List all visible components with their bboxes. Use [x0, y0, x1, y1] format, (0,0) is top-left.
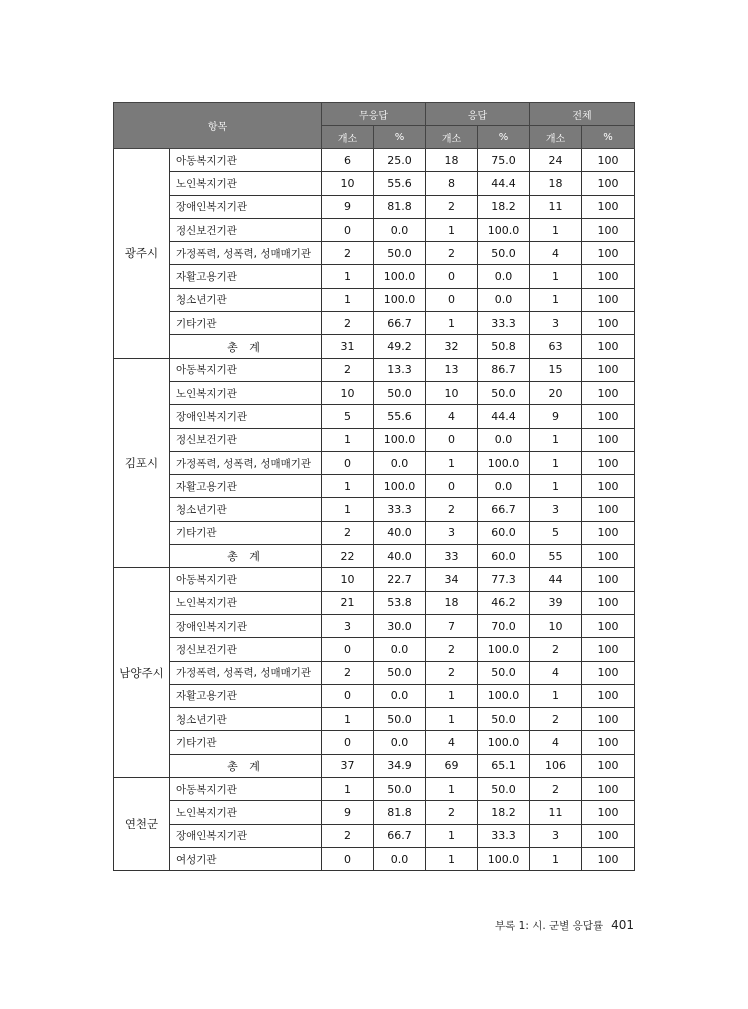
- value-cell: 100: [582, 475, 635, 498]
- value-cell: 4: [426, 405, 478, 428]
- value-cell: 100: [582, 428, 635, 451]
- header-group-total: 전체: [530, 103, 635, 126]
- page-number: 401: [611, 918, 634, 932]
- region-name: 광주시: [114, 149, 170, 359]
- value-cell: 100.0: [374, 475, 426, 498]
- value-cell: 1: [322, 778, 374, 801]
- value-cell: 100: [582, 498, 635, 521]
- value-cell: 50.0: [478, 242, 530, 265]
- value-cell: 24: [530, 149, 582, 172]
- header-sub: %: [582, 126, 635, 149]
- value-cell: 100: [582, 381, 635, 404]
- value-cell: 10: [322, 568, 374, 591]
- total-row: [114, 335, 635, 358]
- category-label: 아동복지기관: [170, 149, 322, 172]
- value-cell: 100: [582, 358, 635, 381]
- table-body: [114, 149, 635, 871]
- value-cell: 100.0: [374, 265, 426, 288]
- value-cell: 100: [582, 591, 635, 614]
- table-row: [114, 521, 635, 544]
- value-cell: 1: [530, 288, 582, 311]
- value-cell: 21: [322, 591, 374, 614]
- value-cell: 50.0: [478, 778, 530, 801]
- table-row: [114, 405, 635, 428]
- value-cell: 60.0: [478, 521, 530, 544]
- value-cell: 9: [530, 405, 582, 428]
- value-cell: 2: [322, 661, 374, 684]
- value-cell: 3: [322, 614, 374, 637]
- category-label: 청소년기관: [170, 498, 322, 521]
- value-cell: 1: [530, 475, 582, 498]
- table-row: [114, 172, 635, 195]
- table-row: [114, 731, 635, 754]
- table-row: [114, 381, 635, 404]
- value-cell: 50.0: [374, 661, 426, 684]
- value-cell: 81.8: [374, 195, 426, 218]
- value-cell: 33.3: [478, 312, 530, 335]
- value-cell: 66.7: [374, 824, 426, 847]
- value-cell: 50.0: [374, 242, 426, 265]
- value-cell: 0: [322, 684, 374, 707]
- value-cell: 3: [426, 521, 478, 544]
- value-cell: 1: [426, 824, 478, 847]
- total-value-cell: 34.9: [374, 754, 426, 777]
- value-cell: 0: [322, 847, 374, 870]
- value-cell: 100: [582, 778, 635, 801]
- value-cell: 20: [530, 381, 582, 404]
- value-cell: 39: [530, 591, 582, 614]
- value-cell: 1: [322, 475, 374, 498]
- category-label: 장애인복지기관: [170, 405, 322, 428]
- total-value-cell: 65.1: [478, 754, 530, 777]
- value-cell: 0.0: [374, 638, 426, 661]
- value-cell: 50.0: [374, 708, 426, 731]
- table-row: [114, 312, 635, 335]
- value-cell: 0.0: [478, 475, 530, 498]
- table-row: [114, 614, 635, 637]
- header-sub: %: [374, 126, 426, 149]
- value-cell: 44.4: [478, 172, 530, 195]
- value-cell: 0: [426, 428, 478, 451]
- value-cell: 5: [530, 521, 582, 544]
- total-value-cell: 49.2: [374, 335, 426, 358]
- value-cell: 11: [530, 801, 582, 824]
- value-cell: 2: [530, 708, 582, 731]
- value-cell: 15: [530, 358, 582, 381]
- value-cell: 1: [322, 288, 374, 311]
- table-row: [114, 265, 635, 288]
- total-value-cell: 37: [322, 754, 374, 777]
- value-cell: 2: [426, 801, 478, 824]
- table-row: [114, 195, 635, 218]
- value-cell: 2: [426, 195, 478, 218]
- table-row: [114, 778, 635, 801]
- total-label: 총 계: [170, 754, 322, 777]
- value-cell: 50.0: [478, 381, 530, 404]
- value-cell: 30.0: [374, 614, 426, 637]
- value-cell: 100.0: [478, 731, 530, 754]
- value-cell: 100: [582, 195, 635, 218]
- value-cell: 11: [530, 195, 582, 218]
- table-row: [114, 288, 635, 311]
- table-row: [114, 358, 635, 381]
- category-label: 정신보건기관: [170, 218, 322, 241]
- header-sub: %: [478, 126, 530, 149]
- category-label: 아동복지기관: [170, 568, 322, 591]
- category-label: 노인복지기관: [170, 801, 322, 824]
- category-label: 여성기관: [170, 847, 322, 870]
- total-value-cell: 60.0: [478, 545, 530, 568]
- value-cell: 0: [426, 265, 478, 288]
- value-cell: 9: [322, 195, 374, 218]
- table-row: [114, 451, 635, 474]
- total-value-cell: 100: [582, 545, 635, 568]
- table-row: [114, 684, 635, 707]
- value-cell: 0.0: [374, 684, 426, 707]
- value-cell: 8: [426, 172, 478, 195]
- value-cell: 100: [582, 405, 635, 428]
- total-value-cell: 69: [426, 754, 478, 777]
- category-label: 기타기관: [170, 731, 322, 754]
- value-cell: 1: [530, 684, 582, 707]
- page-footer: [495, 918, 634, 933]
- total-label: 총 계: [170, 545, 322, 568]
- value-cell: 81.8: [374, 801, 426, 824]
- value-cell: 100.0: [478, 451, 530, 474]
- value-cell: 50.0: [478, 708, 530, 731]
- value-cell: 100.0: [374, 428, 426, 451]
- value-cell: 100: [582, 801, 635, 824]
- footer-title: 부록 1: 시. 군별 응답률: [495, 920, 604, 932]
- value-cell: 0: [322, 731, 374, 754]
- value-cell: 50.0: [374, 381, 426, 404]
- category-label: 장애인복지기관: [170, 614, 322, 637]
- value-cell: 1: [426, 218, 478, 241]
- value-cell: 1: [426, 847, 478, 870]
- value-cell: 0.0: [478, 428, 530, 451]
- value-cell: 1: [530, 428, 582, 451]
- value-cell: 1: [426, 778, 478, 801]
- header-item: 항목: [114, 103, 322, 149]
- value-cell: 100.0: [478, 684, 530, 707]
- value-cell: 22.7: [374, 568, 426, 591]
- category-label: 청소년기관: [170, 288, 322, 311]
- value-cell: 3: [530, 824, 582, 847]
- value-cell: 0.0: [374, 218, 426, 241]
- value-cell: 10: [426, 381, 478, 404]
- value-cell: 3: [530, 498, 582, 521]
- value-cell: 0.0: [478, 265, 530, 288]
- header-sub: 개소: [322, 126, 374, 149]
- total-value-cell: 22: [322, 545, 374, 568]
- value-cell: 1: [530, 451, 582, 474]
- value-cell: 86.7: [478, 358, 530, 381]
- value-cell: 18: [426, 149, 478, 172]
- value-cell: 2: [426, 638, 478, 661]
- value-cell: 3: [530, 312, 582, 335]
- value-cell: 0.0: [374, 451, 426, 474]
- total-value-cell: 32: [426, 335, 478, 358]
- value-cell: 100: [582, 731, 635, 754]
- table-row: [114, 498, 635, 521]
- total-value-cell: 100: [582, 754, 635, 777]
- total-value-cell: 40.0: [374, 545, 426, 568]
- value-cell: 2: [530, 638, 582, 661]
- value-cell: 50.0: [478, 661, 530, 684]
- region-name: 남양주시: [114, 568, 170, 778]
- value-cell: 100: [582, 824, 635, 847]
- value-cell: 13: [426, 358, 478, 381]
- category-label: 가정폭력, 성폭력, 성매매기관: [170, 242, 322, 265]
- value-cell: 4: [426, 731, 478, 754]
- value-cell: 0: [322, 451, 374, 474]
- response-rate-table: [113, 102, 635, 871]
- value-cell: 100.0: [374, 288, 426, 311]
- table-row: [114, 242, 635, 265]
- value-cell: 100: [582, 288, 635, 311]
- value-cell: 100: [582, 265, 635, 288]
- value-cell: 10: [530, 614, 582, 637]
- value-cell: 44.4: [478, 405, 530, 428]
- value-cell: 4: [530, 731, 582, 754]
- value-cell: 66.7: [478, 498, 530, 521]
- value-cell: 10: [322, 172, 374, 195]
- category-label: 자활고용기관: [170, 475, 322, 498]
- value-cell: 55.6: [374, 172, 426, 195]
- table-row: [114, 149, 635, 172]
- header-sub: 개소: [426, 126, 478, 149]
- value-cell: 100: [582, 661, 635, 684]
- total-value-cell: 33: [426, 545, 478, 568]
- total-value-cell: 50.8: [478, 335, 530, 358]
- value-cell: 2: [322, 521, 374, 544]
- value-cell: 0.0: [478, 288, 530, 311]
- value-cell: 18.2: [478, 195, 530, 218]
- value-cell: 1: [426, 451, 478, 474]
- total-value-cell: 106: [530, 754, 582, 777]
- category-label: 장애인복지기관: [170, 195, 322, 218]
- value-cell: 0.0: [374, 731, 426, 754]
- value-cell: 0: [426, 475, 478, 498]
- total-row: [114, 754, 635, 777]
- value-cell: 2: [426, 498, 478, 521]
- value-cell: 18: [530, 172, 582, 195]
- table-row: [114, 568, 635, 591]
- value-cell: 100.0: [478, 638, 530, 661]
- value-cell: 50.0: [374, 778, 426, 801]
- value-cell: 6: [322, 149, 374, 172]
- value-cell: 100: [582, 684, 635, 707]
- value-cell: 66.7: [374, 312, 426, 335]
- value-cell: 1: [322, 708, 374, 731]
- value-cell: 100: [582, 568, 635, 591]
- value-cell: 33.3: [374, 498, 426, 521]
- total-value-cell: 55: [530, 545, 582, 568]
- value-cell: 100: [582, 614, 635, 637]
- value-cell: 1: [426, 708, 478, 731]
- category-label: 자활고용기관: [170, 684, 322, 707]
- table-row: [114, 475, 635, 498]
- region-name: 연천군: [114, 778, 170, 871]
- table-row: [114, 801, 635, 824]
- table-row: [114, 638, 635, 661]
- category-label: 노인복지기관: [170, 591, 322, 614]
- value-cell: 2: [322, 312, 374, 335]
- table-row: [114, 847, 635, 870]
- value-cell: 100: [582, 847, 635, 870]
- value-cell: 1: [426, 684, 478, 707]
- value-cell: 2: [322, 358, 374, 381]
- table-row: [114, 591, 635, 614]
- value-cell: 1: [322, 498, 374, 521]
- table-row: [114, 824, 635, 847]
- value-cell: 100: [582, 521, 635, 544]
- value-cell: 7: [426, 614, 478, 637]
- region-name: 김포시: [114, 358, 170, 568]
- category-label: 가정폭력, 성폭력, 성매매기관: [170, 451, 322, 474]
- value-cell: 53.8: [374, 591, 426, 614]
- table-row: [114, 428, 635, 451]
- category-label: 아동복지기관: [170, 778, 322, 801]
- value-cell: 9: [322, 801, 374, 824]
- value-cell: 100.0: [478, 847, 530, 870]
- total-label: 총 계: [170, 335, 322, 358]
- value-cell: 4: [530, 242, 582, 265]
- category-label: 아동복지기관: [170, 358, 322, 381]
- value-cell: 100.0: [478, 218, 530, 241]
- value-cell: 100: [582, 242, 635, 265]
- total-value-cell: 31: [322, 335, 374, 358]
- value-cell: 1: [530, 218, 582, 241]
- total-value-cell: 100: [582, 335, 635, 358]
- value-cell: 100: [582, 312, 635, 335]
- total-row: [114, 545, 635, 568]
- value-cell: 4: [530, 661, 582, 684]
- value-cell: 18: [426, 591, 478, 614]
- value-cell: 33.3: [478, 824, 530, 847]
- category-label: 정신보건기관: [170, 428, 322, 451]
- table-row: [114, 708, 635, 731]
- value-cell: 0: [322, 638, 374, 661]
- value-cell: 70.0: [478, 614, 530, 637]
- value-cell: 44: [530, 568, 582, 591]
- value-cell: 1: [530, 265, 582, 288]
- value-cell: 5: [322, 405, 374, 428]
- value-cell: 1: [530, 847, 582, 870]
- value-cell: 75.0: [478, 149, 530, 172]
- value-cell: 100: [582, 638, 635, 661]
- value-cell: 10: [322, 381, 374, 404]
- header-group-no-response: 무응답: [322, 103, 426, 126]
- category-label: 기타기관: [170, 521, 322, 544]
- value-cell: 2: [530, 778, 582, 801]
- category-label: 정신보건기관: [170, 638, 322, 661]
- value-cell: 100: [582, 451, 635, 474]
- value-cell: 2: [322, 242, 374, 265]
- value-cell: 40.0: [374, 521, 426, 544]
- value-cell: 100: [582, 172, 635, 195]
- category-label: 기타기관: [170, 312, 322, 335]
- value-cell: 2: [426, 661, 478, 684]
- category-label: 자활고용기관: [170, 265, 322, 288]
- category-label: 노인복지기관: [170, 172, 322, 195]
- value-cell: 1: [322, 265, 374, 288]
- value-cell: 0.0: [374, 847, 426, 870]
- value-cell: 13.3: [374, 358, 426, 381]
- value-cell: 100: [582, 149, 635, 172]
- category-label: 가정폭력, 성폭력, 성매매기관: [170, 661, 322, 684]
- value-cell: 2: [426, 242, 478, 265]
- category-label: 장애인복지기관: [170, 824, 322, 847]
- table-row: [114, 218, 635, 241]
- header-sub: 개소: [530, 126, 582, 149]
- value-cell: 18.2: [478, 801, 530, 824]
- value-cell: 100: [582, 708, 635, 731]
- value-cell: 1: [426, 312, 478, 335]
- value-cell: 46.2: [478, 591, 530, 614]
- value-cell: 77.3: [478, 568, 530, 591]
- value-cell: 0: [426, 288, 478, 311]
- value-cell: 1: [322, 428, 374, 451]
- value-cell: 2: [322, 824, 374, 847]
- total-value-cell: 63: [530, 335, 582, 358]
- value-cell: 55.6: [374, 405, 426, 428]
- category-label: 청소년기관: [170, 708, 322, 731]
- category-label: 노인복지기관: [170, 381, 322, 404]
- value-cell: 34: [426, 568, 478, 591]
- value-cell: 25.0: [374, 149, 426, 172]
- value-cell: 100: [582, 218, 635, 241]
- value-cell: 0: [322, 218, 374, 241]
- header-group-response: 응답: [426, 103, 530, 126]
- table-row: [114, 661, 635, 684]
